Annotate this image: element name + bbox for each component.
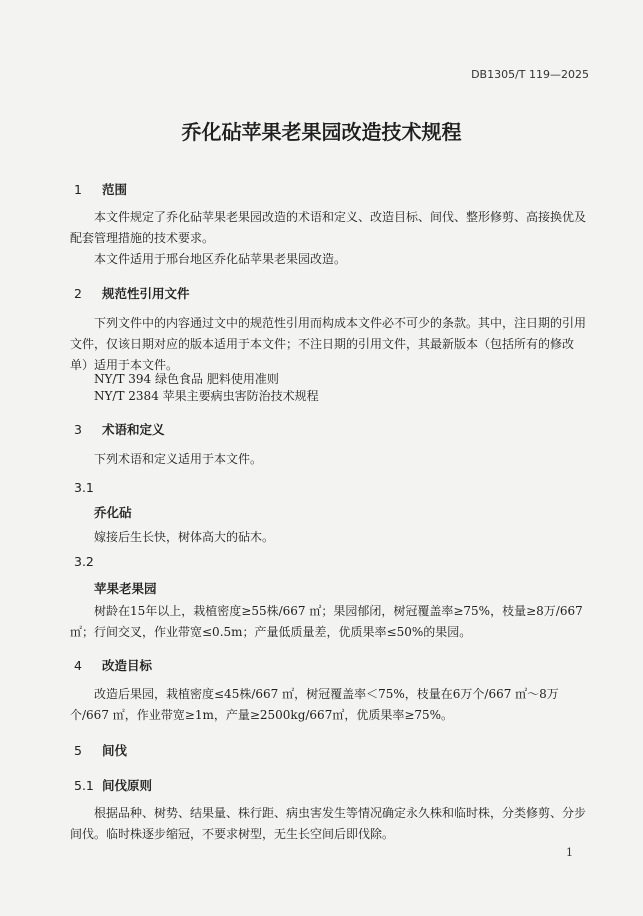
section-number: 2 xyxy=(74,286,82,301)
reference-item: NY/T 2384 苹果主要病虫害防治技术规程 xyxy=(94,389,319,403)
section-number: 4 xyxy=(74,658,82,673)
section-title: 规范性引用文件 xyxy=(102,286,190,301)
thinning-principle-paragraph: 根据品种、树势、结果量、株行距、病虫害发生等情况确定永久株和临时株，分类修剪、分步间伐。临时株逐步缩冠，不要求树型，无生长空间后即伐除。 xyxy=(70,806,587,841)
subsection-5-1-heading xyxy=(74,776,152,794)
section-title: 范围 xyxy=(102,182,128,197)
section-title: 改造目标 xyxy=(102,658,153,673)
terms-intro: 下列术语和定义适用于本文件。 xyxy=(94,452,263,466)
term-name: 乔化砧 xyxy=(94,505,132,520)
term-name: 苹果老果园 xyxy=(94,581,157,596)
section-title: 术语和定义 xyxy=(102,422,165,437)
section-1-heading xyxy=(74,180,127,198)
references-paragraph: 下列文件中的内容通过文中的规范性引用而构成本文件必不可少的条款。其中，注日期的引用文件，仅该日期对应的版本适用于本文件；不注日期的引用文件，其最新版本（包括所有的修改单）适用于本文件。 xyxy=(70,316,587,372)
scope-paragraph-2: 本文件适用于邢台地区乔化砧苹果老果园改造。 xyxy=(94,252,347,266)
subsection-number: 5.1 xyxy=(74,778,94,793)
subsection-title: 间伐原则 xyxy=(102,778,153,793)
section-title: 间伐 xyxy=(102,743,128,758)
section-5-heading xyxy=(74,741,127,759)
section-4-heading xyxy=(74,656,152,674)
term-definition: 嫁接后生长快，树体高大的砧木。 xyxy=(94,530,275,544)
targets-paragraph: 改造后果园，栽植密度≤45株/667 ㎡，树冠覆盖率＜75%，枝量在6万个/667 ㎡～8万个/667 ㎡，作业带宽≥1m，产量≥2500kg/667㎡，优质果率≥75%。 xyxy=(70,687,559,722)
term-number: 3.1 xyxy=(74,480,94,495)
document-title: 乔化砧苹果老果园改造技术规程 xyxy=(181,120,462,144)
section-2-heading xyxy=(74,284,190,302)
section-3-heading xyxy=(74,420,165,438)
document-number: DB1305/T 119—2025 xyxy=(471,68,589,81)
term-number: 3.2 xyxy=(74,554,94,569)
section-number: 3 xyxy=(74,422,82,437)
section-number: 5 xyxy=(74,743,82,758)
page-number: 1 xyxy=(566,846,573,859)
reference-item: NY/T 394 绿色食品 肥料使用准则 xyxy=(94,372,279,386)
scope-paragraph-1: 本文件规定了乔化砧苹果老果园改造的术语和定义、改造目标、间伐、整形修剪、高接换优及配套管理措施的技术要求。 xyxy=(70,210,587,245)
term-definition: 树龄在15年以上，栽植密度≥55株/667 ㎡；果园郁闭，树冠覆盖率≥75%，枝量≥8万/667 ㎡；行间交叉，作业带宽≤0.5m；产量低质量差，优质果率≤50%的果园。 xyxy=(70,604,583,639)
section-number: 1 xyxy=(74,182,82,197)
